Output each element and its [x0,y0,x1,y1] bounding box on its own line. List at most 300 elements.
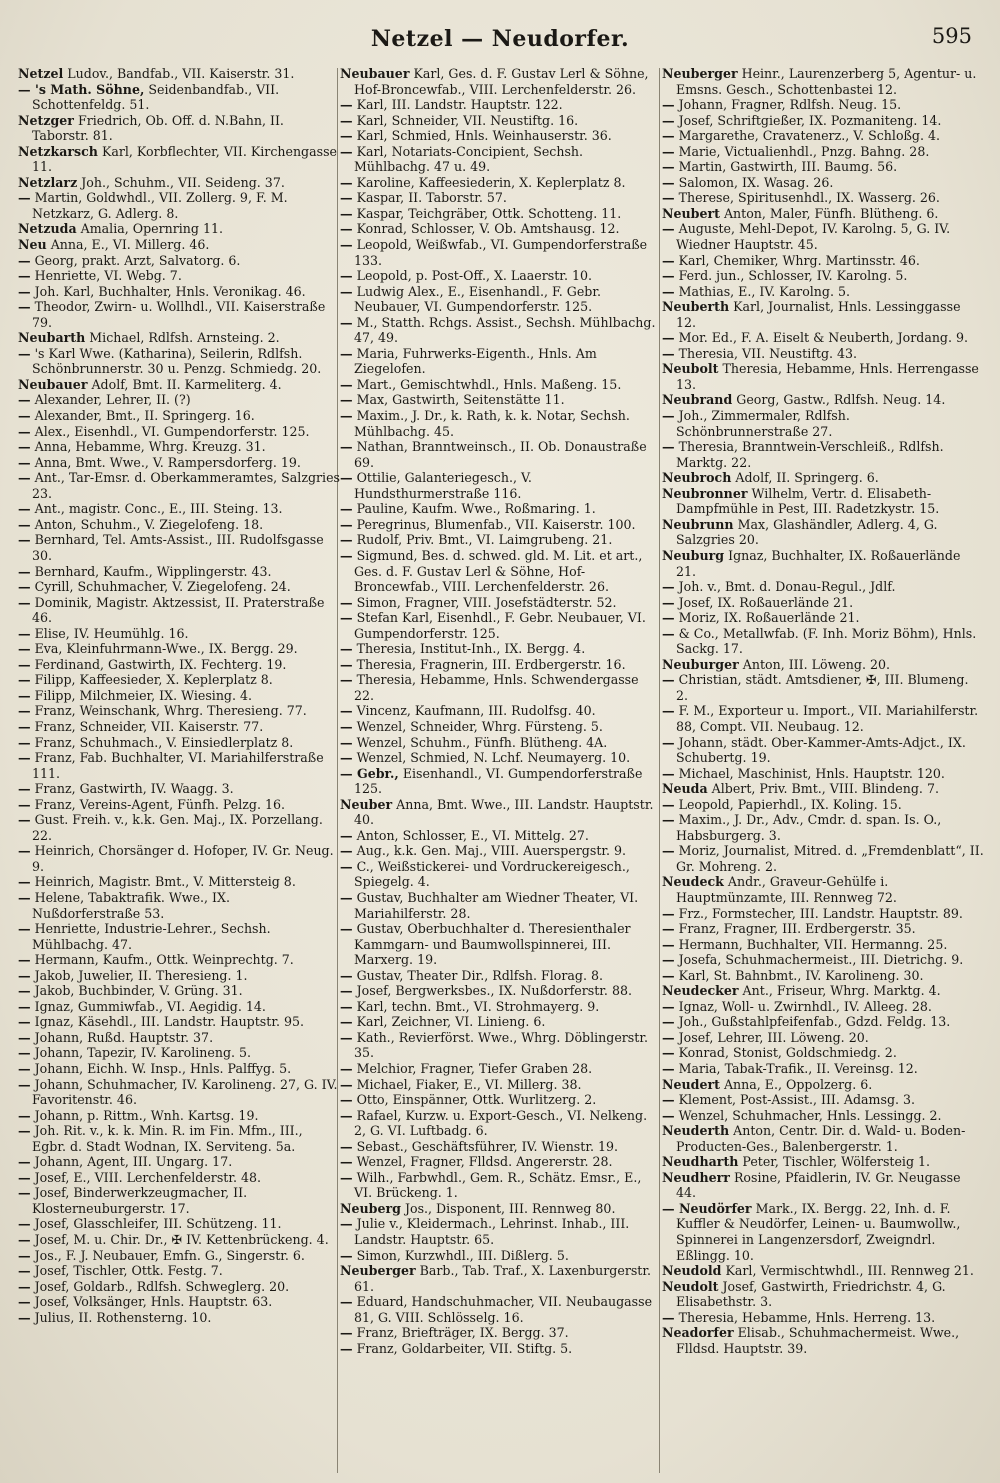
entry-details: Ignaz, Buchhalter, IX. Roßauerlände 21. [676,547,961,579]
entry-name: — [18,1029,31,1045]
entry-name: — [340,827,353,843]
directory-entry [340,750,662,766]
entry-name: — [662,1092,675,1108]
directory-entry [340,501,662,517]
entry-details: Anton, III. Löweng. 20. [738,656,891,672]
entry-name: — [340,967,353,983]
entry-name: Neuberger [662,66,738,81]
entry-name: Neubauer [18,376,88,392]
entry-details: Christian, städt. Amtsdiener, ✠, III. Blumeng. 2. [674,672,969,703]
entry-name: Neubauer [340,66,410,81]
directory-entry [662,253,984,269]
entry-name: — [18,1169,31,1185]
directory-entry [340,595,662,611]
directory-entry [662,735,984,766]
directory-entry [340,1139,662,1155]
entry-name: — [662,330,675,346]
entry-details: Peter, Tischler, Wölfersteig 1. [738,1154,931,1170]
directory-entry [340,1061,662,1077]
entry-name: — [340,1247,353,1263]
entry-details: Ottilie, Galanteriegesch., V. Hundsthurmerstraße 116. [352,470,532,501]
entry-name: Neubarth [18,330,86,346]
entry-details: Anna, E., Oppolzerg. 6. [719,1076,873,1092]
directory-entry [18,1077,340,1108]
entry-details: Wenzel, Schuhm., Fünfh. Blütheng. 4A. [352,734,608,750]
entry-details: Alex., Eisenhdl., VI. Gumpendorferstr. 125. [30,423,310,439]
directory-entry [662,1123,984,1154]
entry-details: Johann, Rußd. Hauptstr. 37. [30,1029,214,1045]
entry-details: Maria, Fuhrwerks-Eigenth., Hnls. Am Ziegelofen. [352,345,597,377]
column-3 [662,66,984,1476]
entry-name: — [340,1154,353,1170]
entry-name: Netzuda [18,221,77,237]
entry-name: — [340,641,353,657]
entry-details: Seidenbandfab., VII. Schottenfeldg. 51. [32,81,280,113]
directory-entry [662,579,984,595]
entry-name: — [18,703,31,719]
entry-name: — [18,625,31,641]
entry-name: — [18,718,31,734]
entry-name: — Gebr., [340,765,399,781]
entry-name: — [662,268,675,284]
entry-details: Joh., Schuhm., VII. Seideng. 37. [77,174,285,190]
entry-details: Aug., k.k. Gen. Maj., VIII. Auerspergstr. 9. [352,843,627,859]
entry-details: Kath., Revierförst. Wwe., Whrg. Döblingerstr. 35. [352,1029,648,1061]
entry-details: Max, Glashändler, Adlerg. 4, G. Salzgries 20. [676,516,938,548]
entry-details: Michael, Maschinist, Hnls. Hauptstr. 120. [674,765,945,781]
directory-entry [340,968,662,984]
entry-name: — [340,501,353,517]
entry-details: Jakob, Buchbinder, V. Grüng. 31. [30,983,243,999]
entry-details: Theresia, Institut-Inh., IX. Bergg. 4. [352,641,586,657]
entry-name: — [18,967,31,983]
entry-name: — [18,1263,31,1279]
entry-details: Anton, Schlosser, E., VI. Mittelg. 27. [352,827,589,843]
directory-entry [662,766,984,782]
directory-entry [18,408,340,424]
entry-name: Neubolt [662,361,719,377]
entry-name: — [662,843,675,859]
entry-details: F. M., Exporteur u. Import., VII. Mariahilferstr. 88, Compt. VII. Neubaug. 12. [674,703,979,734]
entry-details: Margarethe, Cravatenerz., V. Schloßg. 4. [674,128,941,144]
directory-entry [662,361,984,392]
entry-name: Neubrunn [662,516,734,532]
entry-details: Josef, Goldarb., Rdlfsh. Schweglerg. 20. [30,1278,290,1294]
directory-entry [662,221,984,252]
entry-name: — [18,750,31,766]
directory-entry [340,128,662,144]
entry-name: Neudharth [662,1154,739,1170]
entry-details: C., Weißstickerei- und Vordruckereigesch., Spiegelg. 4. [352,858,630,890]
entry-name: — [18,796,31,812]
entry-name: — [18,781,31,797]
entry-details: Henriette, VI. Webg. 7. [30,268,182,284]
directory-entry [340,999,662,1015]
directory-entry [18,1248,340,1264]
entry-details: Jos., Disponent, III. Rennweg 80. [400,1200,616,1216]
directory-entry [340,610,662,641]
directory-entry [662,1108,984,1124]
directory-entry [340,206,662,222]
entry-details: Ferd. jun., Schlosser, IV. Karolng. 5. [674,268,908,284]
directory-entry [18,517,340,533]
directory-entry [662,1325,984,1356]
entry-details: Anna, E., VI. Millerg. 46. [46,237,210,253]
entry-name: — [340,998,353,1014]
entry-details: Joh. Rit. v., k. k. Min. R. im Fin. Mfm., III., Egbr. d. Stadt Wodnan, IX. Serviteng. 5a. [30,1123,303,1154]
entry-details: Albert, Priv. Bmt., VIII. Blindeng. 7. [707,781,939,797]
entry-name: — [662,812,675,828]
entry-details: Auguste, Mehl-Depot, IV. Karolng. 5, G. IV. Wiedner Hauptstr. 45. [674,221,951,253]
entry-name: Neuburg [662,547,725,563]
entry-name: Neudeck [662,874,724,890]
directory-entry [18,1170,340,1186]
entry-name: — [662,579,675,595]
directory-entry [18,595,340,626]
entry-name: — Neudörfer [662,1200,752,1216]
directory-entry [662,1014,984,1030]
directory-entry [662,1077,984,1093]
entry-details: Mart., Gemischtwhdl., Hnls. Maßeng. 15. [352,376,622,392]
entry-name: — [18,252,31,268]
entry-details: Josef, Gastwirth, Friedrichstr. 4, G. Elisabethstr. 3. [676,1278,946,1310]
directory-entry [340,221,662,237]
directory-entry [662,874,984,905]
entry-details: Ant., magistr. Conc., E., III. Steing. 13. [30,501,283,517]
entry-name: — [662,905,675,921]
entry-details: Alexander, Lehrer, II. (?) [30,392,191,408]
entry-name: — [340,1107,353,1123]
directory-entry [662,439,984,470]
directory-entry [18,113,340,144]
page-number: 595 [931,24,972,48]
entry-details: Franz, Vereins-Agent, Fünfh. Pelzg. 16. [30,796,285,812]
directory-entry [662,159,984,175]
directory-entry [340,1263,662,1294]
directory-entry [18,470,340,501]
entry-name: Neuberg [340,1200,401,1216]
entry-details: Karl, Schneider, VII. Neustiftg. 16. [352,112,579,128]
entry-details: Anna, Bmt. Wwe., III. Landstr. Hauptstr. 40. [354,796,654,828]
directory-entry [662,1170,984,1201]
entry-details: Heinr., Laurenzerberg 5, Agentur- u. Emsns. Gesch., Schottenbastei 12. [676,66,977,97]
directory-entry [340,144,662,175]
entry-details: Wenzel, Schmied, N. Lchf. Neumayerg. 10. [352,750,631,766]
entry-details: Bernhard, Tel. Amts-Assist., III. Rudolfsgasse 30. [30,532,324,563]
entry-details: Simon, Fragner, VIII. Josefstädterstr. 52. [352,594,617,610]
directory-entry [18,1123,340,1154]
entry-name: — [340,268,353,284]
directory-entry [340,983,662,999]
directory-entry [340,1014,662,1030]
entry-details: Simon, Kurzwhdl., III. Dißlerg. 5. [352,1247,569,1263]
entry-details: Franz, Gastwirth, IV. Waagg. 3. [30,781,234,797]
entry-name: — [662,703,675,719]
directory-entry [18,66,340,82]
directory-entry [340,719,662,735]
directory-entry [340,517,662,533]
entry-details: Nathan, Branntweinsch., II. Ob. Donaustraße 69. [352,439,647,470]
directory-entry [340,175,662,191]
entry-name: — [662,143,675,159]
entry-details: Josef, Glasschleifer, III. Schützeng. 11. [30,1216,282,1232]
entry-details: Leopold, Papierhdl., IX. Koling. 15. [674,796,902,812]
entry-details: Elisab., Schuhmachermeist. Wwe., Flldsd. Hauptstr. 39. [676,1325,960,1356]
entry-name: — [340,703,353,719]
entry-details: Dominik, Magistr. Aktzessist, II. Praterstraße 46. [30,594,325,626]
entry-name: — [18,454,31,470]
entry-details: Leopold, p. Post-Off., X. Laaerstr. 10. [352,268,592,284]
entry-details: Josef, Binderwerkzeugmacher, II. Klosterneuburgerstr. 17. [30,1185,248,1216]
entry-details: Josef, Volksänger, Hnls. Hauptstr. 63. [30,1294,273,1310]
entry-details: Karl, Notariats-Concipient, Sechsh. Mühlbachg. 47 u. 49. [352,143,584,175]
entry-details: Theresia, Hebamme, Hnls. Schwendergasse 22. [352,672,639,703]
entry-name: — [18,921,31,937]
entry-name: — [662,190,675,206]
entry-name: — [340,345,353,361]
entry-name: — [18,392,31,408]
entry-details: Johann, Eichh. W. Insp., Hnls. Palffyg. 5. [30,1061,292,1076]
entry-details: Melchior, Fragner, Tiefer Graben 28. [352,1061,593,1076]
entry-name: — [18,299,31,315]
entry-details: Otto, Einspänner, Ottk. Wurlitzerg. 2. [352,1092,597,1108]
directory-entry [662,1030,984,1046]
entry-name: — [662,128,675,144]
entry-name: Neudherr [662,1169,730,1185]
entry-name: Neudecker [662,983,739,999]
entry-name: — [662,1045,675,1061]
directory-entry [340,113,662,129]
entry-name: — [662,1309,675,1325]
entry-name: Netzkarsch [18,143,98,159]
entry-details: Therese, Spiritusenhdl., IX. Wasserg. 26. [674,190,940,206]
entry-details: Andr., Graveur-Gehülfe i. Hauptmünzamte, III. Rennweg 72. [676,874,897,905]
entry-details: Alexander, Bmt., II. Springerg. 16. [30,408,255,424]
directory-entry [340,532,662,548]
directory-entry [18,719,340,735]
entry-name: — [18,423,31,439]
entry-details: Gust. Freih. v., k.k. Gen. Maj., IX. Porzellang. 22. [30,812,323,843]
entry-details: Helene, Tabaktrafik. Wwe., IX. Nußdorferstraße 53. [30,889,230,921]
entry-name: Netzger [18,112,74,128]
directory-entry [662,610,984,626]
directory-entry [340,268,662,284]
entry-details: Eisenhandl., VI. Gumpendorferstraße 125. [354,765,643,797]
entry-name: — [18,998,31,1014]
entry-details: Jakob, Juwelier, II. Theresieng. 1. [30,967,248,983]
entry-name: Neudert [662,1076,720,1092]
entry-name: — [662,1014,675,1030]
entry-details: Karl, III. Landstr. Hauptstr. 122. [352,97,563,113]
entry-details: Theodor, Zwirn- u. Wollhdl., VII. Kaiserstraße 79. [30,299,326,330]
entry-details: Karl, Zeichner, VI. Linieng. 6. [352,1014,546,1030]
entry-name: — [340,843,353,859]
directory-entry [662,843,984,874]
entry-details: Friedrich, Ob. Off. d. N.Bahn, II. Taborstr. 81. [32,112,284,144]
entry-name: — [18,874,31,890]
entry-details: Josef, Schriftgießer, IX. Pozmaniteng. 14. [674,112,942,128]
entry-name: — [18,408,31,424]
directory-entry [662,1045,984,1061]
entry-details: Wenzel, Schneider, Whrg. Fürsteng. 5. [352,718,603,734]
directory-entry [340,828,662,844]
directory-entry [18,703,340,719]
entry-name: — [340,1092,353,1108]
entry-name: — [340,921,353,937]
entry-name: — [340,1294,353,1310]
entry-name: — [18,1294,31,1310]
directory-entry [662,1263,984,1279]
entry-name: Neuber [340,796,393,812]
entry-name: — [18,672,31,688]
directory-entry [662,113,984,129]
entry-details: Franz, Goldarbeiter, VII. Stiftg. 5. [352,1340,573,1356]
entry-details: Michael, Rdlfsh. Arnsteing. 2. [85,330,280,346]
entry-details: Karl, St. Bahnbmt., IV. Karolineng. 30. [674,967,924,983]
entry-details: Heinrich, Magistr. Bmt., V. Mittersteig 8. [30,874,296,890]
entry-details: Heinrich, Chorsänger d. Hofoper, IV. Gr. Neug. 9. [30,843,334,874]
entry-name: Neudolt [662,1278,719,1294]
entry-details: Anna, Hebamme, Whrg. Kreuzg. 31. [30,439,266,455]
directory-entry [340,548,662,595]
entry-name: — [662,765,675,781]
entry-details: Ant., Friseur, Whrg. Marktg. 4. [738,983,941,999]
directory-entry [18,1045,340,1061]
entry-name: — [662,796,675,812]
entry-name: — [18,952,31,968]
entry-name: — [18,190,31,206]
entry-name: — [18,439,31,455]
directory-entry [18,921,340,952]
entry-name: Neubert [662,205,720,221]
directory-entry [18,221,340,237]
directory-entry [340,97,662,113]
entry-details: Marie, Victualienhdl., Pnzg. Bahng. 28. [674,143,930,159]
directory-entry [18,1216,340,1232]
entry-details: Theresia, Hebamme, Hnls. Herrengasse 13. [676,361,979,392]
page-title: Netzel — Neudorfer. [370,26,630,52]
entry-details: Moriz, IX. Roßauerlände 21. [674,610,860,626]
directory-entry [340,377,662,393]
entry-name: — [18,843,31,859]
directory-entry [18,890,340,921]
entry-name: Neubronner [662,485,748,501]
entry-details: Jos., F. J. Neubauer, Emfn. G., Singerstr. 6. [30,1247,305,1263]
entry-details: Peregrinus, Blumenfab., VII. Kaiserstr. 100. [352,516,636,532]
directory-entry [662,144,984,160]
entry-details: Kaspar, II. Taborstr. 57. [352,190,507,206]
entry-name: — [18,579,31,595]
directory-entry [662,672,984,703]
entry-name: — [340,190,353,206]
entry-name: — [340,470,353,486]
entry-name: — [18,1123,31,1139]
directory-entry [18,439,340,455]
entry-details: Wenzel, Schuhmacher, Hnls. Lessingg. 2. [674,1107,942,1123]
directory-entry [662,1201,984,1263]
directory-entry [340,1030,662,1061]
entry-details: Karl, Korbflechter, VII. Kirchengasse 11. [32,143,338,175]
directory-entry [18,144,340,175]
entry-details: Eva, Kleinfuhrmann-Wwe., IX. Bergg. 29. [30,641,298,657]
entry-details: Josef, Tischler, Ottk. Festg. 7. [30,1263,223,1279]
directory-entry [340,1294,662,1325]
directory-entry [340,657,662,673]
directory-entry [18,983,340,999]
entry-details: Franz, Briefträger, IX. Bergg. 37. [352,1325,569,1341]
entry-details: Franz, Weinschank, Whrg. Theresieng. 77. [30,703,307,719]
entry-name: — [18,1107,31,1123]
entry-name: — [340,1138,353,1154]
entry-details: Maria, Tabak-Trafik., II. Vereinsg. 12. [674,1061,918,1076]
directory-entry [340,1248,662,1264]
entry-details: Karl, Chemiker, Whrg. Martinsstr. 46. [674,252,920,268]
directory-entry [662,548,984,579]
entry-name: — [18,532,31,548]
directory-entry [662,408,984,439]
directory-entry [340,797,662,828]
directory-entry [18,377,340,393]
directory-entry [18,330,340,346]
directory-entry [18,190,340,221]
entry-details: Josef, Bergwerksbes., IX. Nußdorferstr. 88. [352,983,632,999]
directory-entry [662,330,984,346]
entry-details: Theresia, Hebamme, Hnls. Herreng. 13. [674,1309,936,1325]
directory-entry [340,346,662,377]
directory-entry [662,66,984,97]
entry-name: Netzel [18,66,64,81]
entry-name: Neuberth [662,299,730,315]
directory-entry [340,1154,662,1170]
entry-name: Neuda [662,781,708,797]
directory-entry [18,424,340,440]
entry-details: Leopold, Weißwfab., VI. Gumpendorferstraße 133. [352,237,648,268]
entry-details: Mathias, E., IV. Karolng. 5. [674,283,850,299]
entry-details: Pauline, Kaufm. Wwe., Roßmaring. 1. [352,501,596,517]
entry-details: Franz, Schuhmach., V. Einsiedlerplatz 8. [30,734,294,750]
entry-name: — [662,408,675,424]
entry-details: Stefan Karl, Eisenhdl., F. Gebr. Neubauer, VI. Gumpendorferstr. 125. [352,610,646,641]
entry-details: Ignaz, Gummiwfab., VI. Aegidig. 14. [30,998,266,1014]
directory-entry [18,657,340,673]
entry-name: — [18,889,31,905]
entry-details: Theresia, VII. Neustiftg. 43. [674,345,858,361]
entry-details: Sebast., Geschäftsführer, IV. Wienstr. 19. [352,1138,618,1154]
entry-name: Neuburger [662,656,739,672]
directory-entry [340,237,662,268]
entry-name: Neubroch [662,470,732,486]
entry-details: & Co., Metallwfab. (F. Inh. Moriz Böhm), Hnls. Sackg. 17. [674,625,977,657]
entry-name: — [340,1061,353,1076]
directory-entry [340,735,662,751]
directory-entry [662,97,984,113]
directory-entry [662,392,984,408]
entry-name: — [18,1154,31,1170]
entry-name: Neudold [662,1263,722,1279]
directory-entry [18,253,340,269]
directory-entry [18,1061,340,1077]
entry-details: M., Statth. Rchgs. Assist., Sechsh. Mühlbachg. 47, 49. [352,314,656,346]
entry-name: — [18,470,31,486]
directory-entry [662,1092,984,1108]
directory-entry [18,812,340,843]
entry-name: — [662,610,675,626]
entry-name: Neubrand [662,392,733,408]
directory-entry [18,175,340,191]
entry-name: — [340,1029,353,1045]
entry-name: — [662,112,675,128]
entry-name: — [340,1216,353,1232]
